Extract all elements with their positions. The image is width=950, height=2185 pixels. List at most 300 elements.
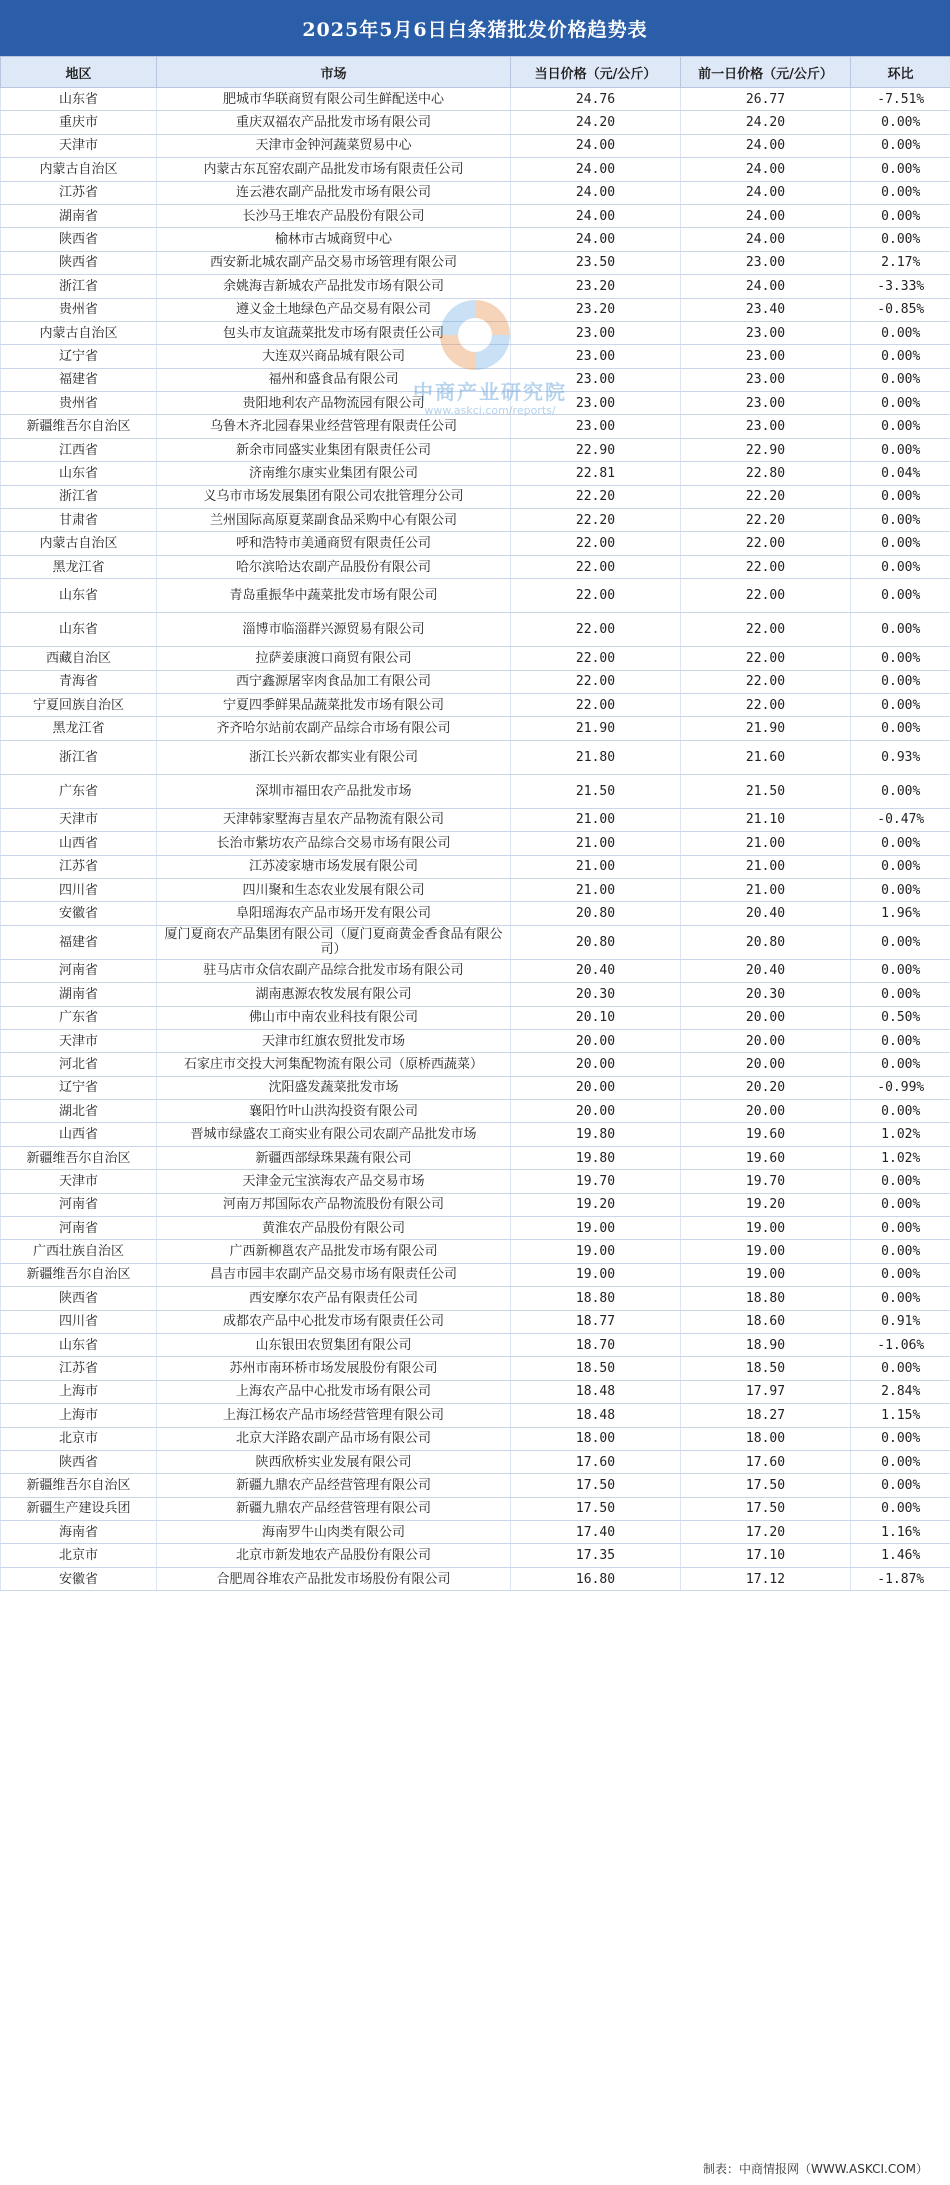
cell-market: 驻马店市众信农副产品综合批发市场有限公司 [157, 959, 511, 982]
cell-today-price: 22.00 [511, 693, 681, 716]
cell-market: 新疆九鼎农产品经营管理有限公司 [157, 1497, 511, 1520]
cell-market: 青岛重振华中蔬菜批发市场有限公司 [157, 579, 511, 613]
table-row [1, 670, 950, 693]
table-row [1, 532, 950, 555]
cell-previous-price: 18.00 [681, 1427, 851, 1450]
table-row [1, 1100, 950, 1123]
cell-market: 襄阳竹叶山洪沟投资有限公司 [157, 1100, 511, 1123]
cell-today-price: 23.00 [511, 415, 681, 438]
cell-today-price: 18.70 [511, 1333, 681, 1356]
cell-region: 甘肃省 [1, 509, 157, 532]
table-row [1, 1333, 950, 1356]
cell-previous-price: 17.10 [681, 1544, 851, 1567]
cell-change: 0.00% [851, 228, 950, 251]
cell-region: 青海省 [1, 670, 157, 693]
cell-market: 呼和浩特市美通商贸有限责任公司 [157, 532, 511, 555]
cell-market: 天津市红旗农贸批发市场 [157, 1029, 511, 1052]
cell-today-price: 22.20 [511, 509, 681, 532]
cell-previous-price: 19.20 [681, 1193, 851, 1216]
cell-change: -7.51% [851, 88, 950, 111]
cell-today-price: 20.00 [511, 1100, 681, 1123]
cell-change: 0.00% [851, 532, 950, 555]
cell-previous-price: 18.27 [681, 1404, 851, 1427]
cell-region: 上海市 [1, 1380, 157, 1403]
cell-previous-price: 23.40 [681, 298, 851, 321]
cell-change: 1.02% [851, 1146, 950, 1169]
cell-change: 0.00% [851, 181, 950, 204]
table-row [1, 1240, 950, 1263]
cell-region: 山东省 [1, 579, 157, 613]
table-row [1, 855, 950, 878]
cell-market: 哈尔滨哈达农副产品股份有限公司 [157, 555, 511, 578]
cell-region: 黑龙江省 [1, 717, 157, 740]
cell-previous-price: 22.00 [681, 647, 851, 670]
cell-today-price: 23.50 [511, 251, 681, 274]
cell-market: 天津市金钟河蔬菜贸易中心 [157, 134, 511, 157]
cell-region: 广东省 [1, 1006, 157, 1029]
cell-change: 0.00% [851, 613, 950, 647]
cell-previous-price: 23.00 [681, 392, 851, 415]
cell-change: 0.00% [851, 1357, 950, 1380]
cell-previous-price: 18.50 [681, 1357, 851, 1380]
cell-region: 四川省 [1, 1310, 157, 1333]
cell-market: 黄淮农产品股份有限公司 [157, 1217, 511, 1240]
cell-market: 上海农产品中心批发市场有限公司 [157, 1380, 511, 1403]
table-row [1, 1123, 950, 1146]
cell-change: 0.00% [851, 555, 950, 578]
cell-today-price: 23.00 [511, 345, 681, 368]
cell-market: 拉萨姜康渡口商贸有限公司 [157, 647, 511, 670]
cell-change: 0.00% [851, 878, 950, 901]
cell-today-price: 22.00 [511, 670, 681, 693]
table-row [1, 1006, 950, 1029]
cell-market: 西安摩尔农产品有限责任公司 [157, 1287, 511, 1310]
cell-region: 上海市 [1, 1404, 157, 1427]
cell-market: 淄博市临淄群兴源贸易有限公司 [157, 613, 511, 647]
cell-market: 新疆九鼎农产品经营管理有限公司 [157, 1474, 511, 1497]
cell-region: 西藏自治区 [1, 647, 157, 670]
table-row [1, 228, 950, 251]
cell-today-price: 21.90 [511, 717, 681, 740]
cell-today-price: 20.00 [511, 1076, 681, 1099]
table-row [1, 111, 950, 134]
cell-change: 0.00% [851, 1100, 950, 1123]
cell-market: 山东银田农贸集团有限公司 [157, 1333, 511, 1356]
cell-region: 广东省 [1, 774, 157, 808]
cell-region: 黑龙江省 [1, 555, 157, 578]
cell-market: 连云港农副产品批发市场有限公司 [157, 181, 511, 204]
cell-today-price: 23.00 [511, 368, 681, 391]
cell-market: 齐齐哈尔站前农副产品综合市场有限公司 [157, 717, 511, 740]
cell-region: 天津市 [1, 134, 157, 157]
cell-market: 石家庄市交投大河集配物流有限公司（原桥西蔬菜） [157, 1053, 511, 1076]
cell-today-price: 20.30 [511, 983, 681, 1006]
table-row [1, 345, 950, 368]
cell-change: 0.00% [851, 1474, 950, 1497]
cell-market: 乌鲁木齐北园春果业经营管理有限责任公司 [157, 415, 511, 438]
cell-market: 余姚海吉新城农产品批发市场有限公司 [157, 275, 511, 298]
cell-previous-price: 24.00 [681, 134, 851, 157]
cell-market: 昌吉市园丰农副产品交易市场有限责任公司 [157, 1263, 511, 1286]
table-row [1, 134, 950, 157]
cell-region: 浙江省 [1, 275, 157, 298]
cell-today-price: 21.50 [511, 774, 681, 808]
table-body [1, 88, 950, 1591]
cell-market: 榆林市古城商贸中心 [157, 228, 511, 251]
cell-region: 江苏省 [1, 855, 157, 878]
cell-change: 0.00% [851, 959, 950, 982]
cell-previous-price: 22.20 [681, 485, 851, 508]
cell-region: 湖北省 [1, 1100, 157, 1123]
cell-change: -1.87% [851, 1567, 950, 1590]
cell-today-price: 21.00 [511, 878, 681, 901]
cell-today-price: 21.00 [511, 855, 681, 878]
table-row [1, 415, 950, 438]
cell-previous-price: 17.12 [681, 1567, 851, 1590]
cell-market: 深圳市福田农产品批发市场 [157, 774, 511, 808]
table-row [1, 251, 950, 274]
cell-change: 0.00% [851, 1427, 950, 1450]
table-row [1, 368, 950, 391]
table-row [1, 774, 950, 808]
cell-region: 新疆维吾尔自治区 [1, 1474, 157, 1497]
table-row [1, 925, 950, 959]
cell-previous-price: 22.00 [681, 613, 851, 647]
cell-region: 北京市 [1, 1544, 157, 1567]
cell-today-price: 20.80 [511, 925, 681, 959]
cell-previous-price: 17.60 [681, 1450, 851, 1473]
cell-region: 宁夏回族自治区 [1, 693, 157, 716]
cell-previous-price: 22.90 [681, 438, 851, 461]
table-row [1, 1521, 950, 1544]
cell-previous-price: 20.40 [681, 959, 851, 982]
cell-today-price: 24.20 [511, 111, 681, 134]
cell-change: 0.00% [851, 111, 950, 134]
header-region: 地区 [1, 57, 157, 88]
cell-today-price: 21.00 [511, 832, 681, 855]
cell-region: 贵州省 [1, 298, 157, 321]
table-row [1, 1193, 950, 1216]
cell-market: 四川聚和生态农业发展有限公司 [157, 878, 511, 901]
cell-change: 0.00% [851, 832, 950, 855]
cell-market: 兰州国际高原夏菜副食品采购中心有限公司 [157, 509, 511, 532]
cell-today-price: 21.80 [511, 740, 681, 774]
cell-previous-price: 17.97 [681, 1380, 851, 1403]
table-row [1, 555, 950, 578]
cell-market: 内蒙古东瓦窑农副产品批发市场有限责任公司 [157, 158, 511, 181]
cell-region: 辽宁省 [1, 1076, 157, 1099]
cell-region: 山西省 [1, 832, 157, 855]
cell-previous-price: 20.30 [681, 983, 851, 1006]
cell-change: 0.00% [851, 647, 950, 670]
table-row [1, 808, 950, 831]
table-row [1, 693, 950, 716]
cell-previous-price: 24.00 [681, 228, 851, 251]
cell-market: 重庆双福农产品批发市场有限公司 [157, 111, 511, 134]
cell-market: 长治市紫坊农产品综合交易市场有限公司 [157, 832, 511, 855]
cell-previous-price: 20.00 [681, 1029, 851, 1052]
cell-region: 四川省 [1, 878, 157, 901]
cell-today-price: 17.40 [511, 1521, 681, 1544]
cell-region: 江苏省 [1, 1357, 157, 1380]
cell-previous-price: 21.90 [681, 717, 851, 740]
cell-previous-price: 17.50 [681, 1497, 851, 1520]
cell-change: 1.15% [851, 1404, 950, 1427]
cell-today-price: 17.50 [511, 1497, 681, 1520]
header-previous-price: 前一日价格（元/公斤） [681, 57, 851, 88]
table-row [1, 392, 950, 415]
cell-today-price: 22.90 [511, 438, 681, 461]
cell-change: 0.00% [851, 579, 950, 613]
cell-today-price: 18.77 [511, 1310, 681, 1333]
cell-today-price: 22.00 [511, 555, 681, 578]
table-title-text: 2025年5月6日白条猪批发价格趋势表 [302, 18, 648, 41]
cell-change: 1.46% [851, 1544, 950, 1567]
cell-region: 陕西省 [1, 1287, 157, 1310]
cell-region: 山东省 [1, 1333, 157, 1356]
cell-today-price: 22.81 [511, 462, 681, 485]
cell-previous-price: 24.00 [681, 158, 851, 181]
cell-region: 陕西省 [1, 1450, 157, 1473]
cell-market: 上海江杨农产品市场经营管理有限公司 [157, 1404, 511, 1427]
cell-change: 0.00% [851, 1170, 950, 1193]
cell-market: 包头市友谊蔬菜批发市场有限责任公司 [157, 321, 511, 344]
cell-previous-price: 21.00 [681, 878, 851, 901]
cell-change: -0.85% [851, 298, 950, 321]
table-row [1, 1404, 950, 1427]
cell-previous-price: 19.60 [681, 1123, 851, 1146]
cell-today-price: 22.00 [511, 647, 681, 670]
cell-region: 贵州省 [1, 392, 157, 415]
cell-region: 山东省 [1, 88, 157, 111]
cell-change: 2.17% [851, 251, 950, 274]
table-row [1, 1544, 950, 1567]
table-row [1, 613, 950, 647]
cell-previous-price: 22.00 [681, 555, 851, 578]
cell-region: 内蒙古自治区 [1, 532, 157, 555]
cell-region: 天津市 [1, 1170, 157, 1193]
cell-region: 新疆维吾尔自治区 [1, 415, 157, 438]
cell-market: 湖南惠源农牧发展有限公司 [157, 983, 511, 1006]
cell-previous-price: 19.00 [681, 1240, 851, 1263]
cell-change: -0.99% [851, 1076, 950, 1099]
cell-previous-price: 24.00 [681, 275, 851, 298]
table-row [1, 1217, 950, 1240]
table-row [1, 181, 950, 204]
cell-change: 0.00% [851, 438, 950, 461]
table-row [1, 902, 950, 925]
cell-market: 陕西欣桥实业发展有限公司 [157, 1450, 511, 1473]
cell-today-price: 24.00 [511, 204, 681, 227]
table-row [1, 717, 950, 740]
cell-previous-price: 17.20 [681, 1521, 851, 1544]
cell-previous-price: 19.60 [681, 1146, 851, 1169]
cell-change: 0.00% [851, 392, 950, 415]
cell-previous-price: 24.20 [681, 111, 851, 134]
cell-market: 遵义金土地绿色产品交易有限公司 [157, 298, 511, 321]
table-row [1, 88, 950, 111]
table-row [1, 1029, 950, 1052]
table-row [1, 158, 950, 181]
cell-previous-price: 22.80 [681, 462, 851, 485]
header-change: 环比 [851, 57, 950, 88]
cell-change: 0.00% [851, 1240, 950, 1263]
cell-region: 安徽省 [1, 1567, 157, 1590]
cell-previous-price: 21.60 [681, 740, 851, 774]
cell-market: 合肥周谷堆农产品批发市场股份有限公司 [157, 1567, 511, 1590]
cell-previous-price: 24.00 [681, 181, 851, 204]
cell-change: 0.00% [851, 693, 950, 716]
table-row [1, 1053, 950, 1076]
cell-change: 0.00% [851, 1497, 950, 1520]
cell-region: 浙江省 [1, 485, 157, 508]
cell-market: 北京大洋路农副产品市场有限公司 [157, 1427, 511, 1450]
table-row [1, 1146, 950, 1169]
cell-today-price: 18.50 [511, 1357, 681, 1380]
cell-region: 陕西省 [1, 251, 157, 274]
cell-change: 0.04% [851, 462, 950, 485]
cell-change: 0.00% [851, 1263, 950, 1286]
cell-region: 湖南省 [1, 983, 157, 1006]
cell-region: 天津市 [1, 1029, 157, 1052]
cell-previous-price: 18.90 [681, 1333, 851, 1356]
cell-today-price: 22.00 [511, 532, 681, 555]
price-table [0, 56, 950, 1591]
cell-previous-price: 22.20 [681, 509, 851, 532]
cell-previous-price: 19.00 [681, 1217, 851, 1240]
cell-market: 浙江长兴新农都实业有限公司 [157, 740, 511, 774]
cell-change: 0.00% [851, 509, 950, 532]
cell-today-price: 22.20 [511, 485, 681, 508]
header-today-price: 当日价格（元/公斤） [511, 57, 681, 88]
cell-change: 0.00% [851, 774, 950, 808]
cell-market: 西安新北城农副产品交易市场管理有限公司 [157, 251, 511, 274]
cell-today-price: 23.20 [511, 298, 681, 321]
cell-today-price: 17.60 [511, 1450, 681, 1473]
cell-today-price: 24.00 [511, 158, 681, 181]
table-row [1, 832, 950, 855]
cell-market: 厦门夏商农产品集团有限公司（厦门夏商黄金香食品有限公司） [157, 925, 511, 959]
cell-region: 福建省 [1, 925, 157, 959]
cell-today-price: 17.50 [511, 1474, 681, 1497]
table-row [1, 1076, 950, 1099]
cell-today-price: 19.00 [511, 1263, 681, 1286]
cell-change: -1.06% [851, 1333, 950, 1356]
cell-change: 0.00% [851, 1193, 950, 1216]
cell-market: 肥城市华联商贸有限公司生鲜配送中心 [157, 88, 511, 111]
cell-today-price: 24.00 [511, 181, 681, 204]
cell-market: 海南罗牛山肉类有限公司 [157, 1521, 511, 1544]
table-header-row [1, 57, 950, 88]
table-row [1, 983, 950, 1006]
cell-previous-price: 23.00 [681, 345, 851, 368]
cell-change: 0.00% [851, 485, 950, 508]
cell-change: 0.00% [851, 204, 950, 227]
cell-region: 福建省 [1, 368, 157, 391]
cell-market: 苏州市南环桥市场发展股份有限公司 [157, 1357, 511, 1380]
cell-market: 福州和盛食品有限公司 [157, 368, 511, 391]
table-row [1, 485, 950, 508]
cell-change: 0.00% [851, 368, 950, 391]
cell-region: 山东省 [1, 462, 157, 485]
cell-region: 广西壮族自治区 [1, 1240, 157, 1263]
cell-today-price: 18.48 [511, 1380, 681, 1403]
cell-region: 重庆市 [1, 111, 157, 134]
cell-previous-price: 20.40 [681, 902, 851, 925]
cell-today-price: 24.00 [511, 228, 681, 251]
table-row [1, 1450, 950, 1473]
cell-market: 广西新柳邕农产品批发市场有限公司 [157, 1240, 511, 1263]
cell-change: 0.00% [851, 134, 950, 157]
cell-market: 北京市新发地农产品股份有限公司 [157, 1544, 511, 1567]
cell-previous-price: 19.70 [681, 1170, 851, 1193]
cell-previous-price: 19.00 [681, 1263, 851, 1286]
cell-previous-price: 21.00 [681, 832, 851, 855]
table-row [1, 1287, 950, 1310]
cell-today-price: 23.00 [511, 392, 681, 415]
cell-change: -3.33% [851, 275, 950, 298]
cell-today-price: 19.20 [511, 1193, 681, 1216]
cell-today-price: 24.00 [511, 134, 681, 157]
table-row [1, 959, 950, 982]
cell-previous-price: 23.00 [681, 415, 851, 438]
cell-market: 沈阳盛发蔬菜批发市场 [157, 1076, 511, 1099]
header-market: 市场 [157, 57, 511, 88]
cell-previous-price: 23.00 [681, 368, 851, 391]
table-row [1, 1567, 950, 1590]
cell-today-price: 23.20 [511, 275, 681, 298]
cell-market: 济南维尔康实业集团有限公司 [157, 462, 511, 485]
cell-region: 湖南省 [1, 204, 157, 227]
cell-previous-price: 18.80 [681, 1287, 851, 1310]
cell-region: 安徽省 [1, 902, 157, 925]
cell-previous-price: 22.00 [681, 532, 851, 555]
cell-previous-price: 21.00 [681, 855, 851, 878]
table-row [1, 1380, 950, 1403]
cell-market: 佛山市中南农业科技有限公司 [157, 1006, 511, 1029]
cell-region: 河南省 [1, 1193, 157, 1216]
cell-change: 1.02% [851, 1123, 950, 1146]
cell-today-price: 16.80 [511, 1567, 681, 1590]
cell-today-price: 20.00 [511, 1053, 681, 1076]
cell-region: 辽宁省 [1, 345, 157, 368]
cell-change: 0.00% [851, 321, 950, 344]
cell-change: 2.84% [851, 1380, 950, 1403]
cell-previous-price: 22.00 [681, 693, 851, 716]
cell-market: 江苏凌家塘市场发展有限公司 [157, 855, 511, 878]
watermark-url: www.askci.com/reports/ [424, 404, 556, 417]
cell-change: 0.00% [851, 415, 950, 438]
cell-previous-price: 22.00 [681, 670, 851, 693]
cell-today-price: 24.76 [511, 88, 681, 111]
cell-today-price: 20.10 [511, 1006, 681, 1029]
cell-market: 新余市同盛实业集团有限责任公司 [157, 438, 511, 461]
cell-market: 晋城市绿盛农工商实业有限公司农副产品批发市场 [157, 1123, 511, 1146]
cell-change: 0.00% [851, 1217, 950, 1240]
cell-market: 长沙马王堆农产品股份有限公司 [157, 204, 511, 227]
cell-change: 0.91% [851, 1310, 950, 1333]
cell-today-price: 19.80 [511, 1123, 681, 1146]
cell-previous-price: 20.80 [681, 925, 851, 959]
cell-market: 义乌市市场发展集团有限公司农批管理分公司 [157, 485, 511, 508]
cell-market: 阜阳瑶海农产品市场开发有限公司 [157, 902, 511, 925]
cell-previous-price: 21.10 [681, 808, 851, 831]
cell-region: 新疆生产建设兵团 [1, 1497, 157, 1520]
cell-market: 西宁鑫源屠宰肉食品加工有限公司 [157, 670, 511, 693]
table-row [1, 509, 950, 532]
table-row [1, 1170, 950, 1193]
cell-previous-price: 22.00 [681, 579, 851, 613]
